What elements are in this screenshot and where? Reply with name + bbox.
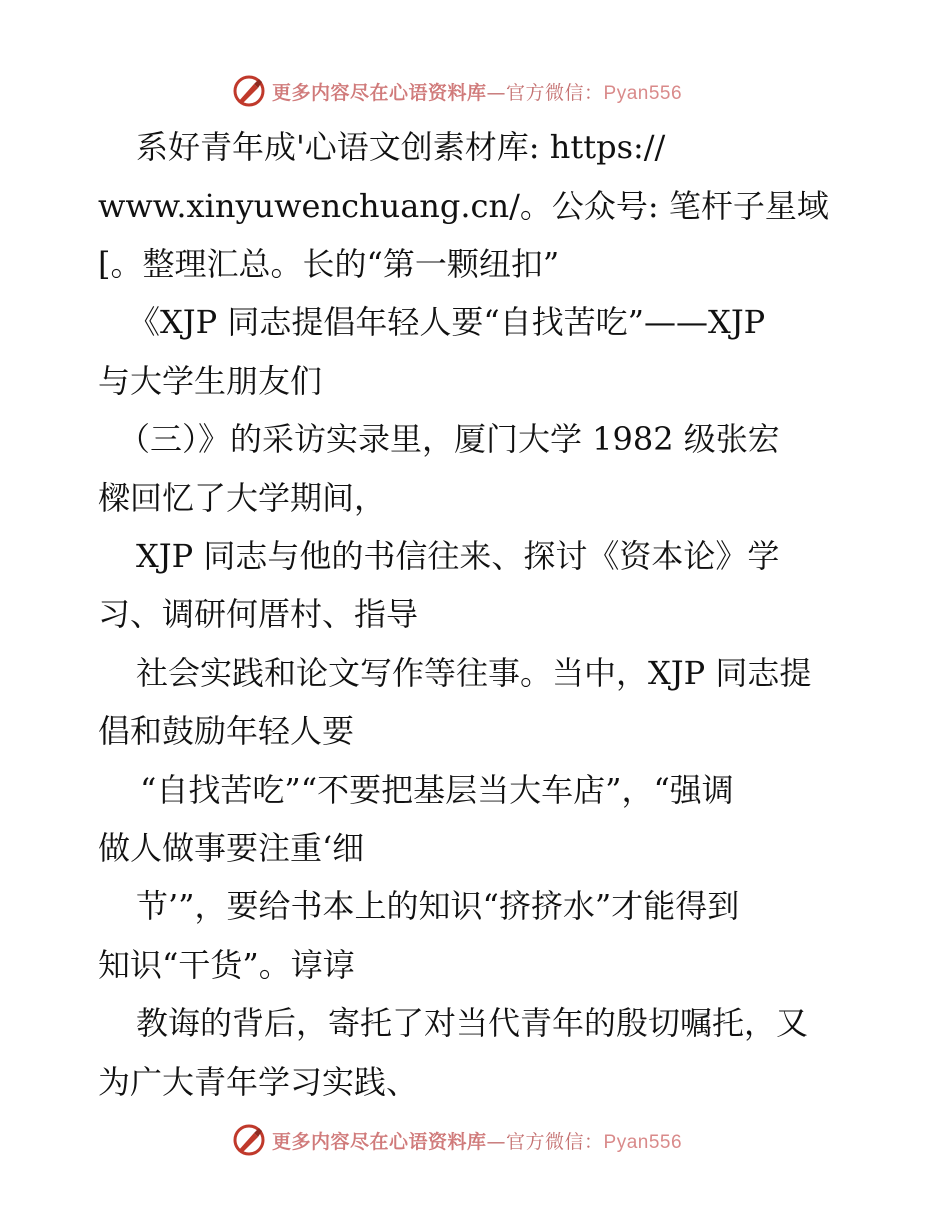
- body-line-15: 知识“干货”。谆谆: [98, 946, 355, 984]
- footer-banner-text: [272, 1127, 682, 1154]
- header-banner: [232, 73, 712, 109]
- footer-wechat-id: Pyan556: [603, 1131, 683, 1153]
- header-wechat-id: Pyan556: [603, 82, 683, 104]
- body-line-1: 系好青年成'心语文创素材库: https://: [136, 128, 666, 166]
- body-line-11: 倡和鼓励年轻人要: [98, 712, 355, 750]
- body-line-13: 做人做事要注重‘细: [98, 829, 365, 867]
- body-line-7: 樑回忆了大学期间，: [98, 479, 387, 517]
- footer-banner: [232, 1122, 712, 1158]
- body-line-14: 节’”，要给书本上的知识“挤挤水”才能得到: [136, 887, 740, 925]
- pen-quill-logo-icon: [232, 1123, 266, 1157]
- pen-quill-logo-icon: [232, 74, 266, 108]
- body-line-2: www.xinyuwenchuang.cn/。公众号: 笔杆子星域: [98, 187, 829, 225]
- body-line-4: 《XJP 同志提倡年轻人要“自找苦吃”——XJP: [128, 303, 766, 341]
- header-official-text: 官方微信：: [506, 81, 604, 104]
- footer-separator: —: [486, 1130, 507, 1153]
- header-banner-text: [272, 78, 682, 105]
- body-line-12: “自找苦吃”“不要把基层当大车店”，“强调: [140, 771, 734, 809]
- footer-official-text: 官方微信：: [506, 1130, 604, 1153]
- body-line-10: 社会实践和论文写作等往事。当中，XJP 同志提: [136, 654, 812, 692]
- body-line-3: [。整理汇总。长的“第一颗纽扣”: [98, 245, 560, 283]
- body-line-16: 教诲的背后，寄托了对当代青年的殷切嘱托，又: [136, 1004, 809, 1042]
- body-line-5: 与大学生朋友们: [98, 362, 323, 400]
- body-line-9: 习、调研何厝村、指导: [98, 595, 419, 633]
- header-separator: —: [486, 81, 507, 104]
- header-brand-text: 更多内容尽在心语资料库: [272, 81, 487, 104]
- body-line-17: 为广大青年学习实践、: [98, 1063, 419, 1101]
- body-line-8: XJP 同志与他的书信往来、探讨《资本论》学: [136, 537, 780, 575]
- footer-brand-text: 更多内容尽在心语资料库: [272, 1130, 487, 1153]
- body-line-6: （三）》的采访实录里，厦门大学 1982 级张宏: [118, 420, 780, 458]
